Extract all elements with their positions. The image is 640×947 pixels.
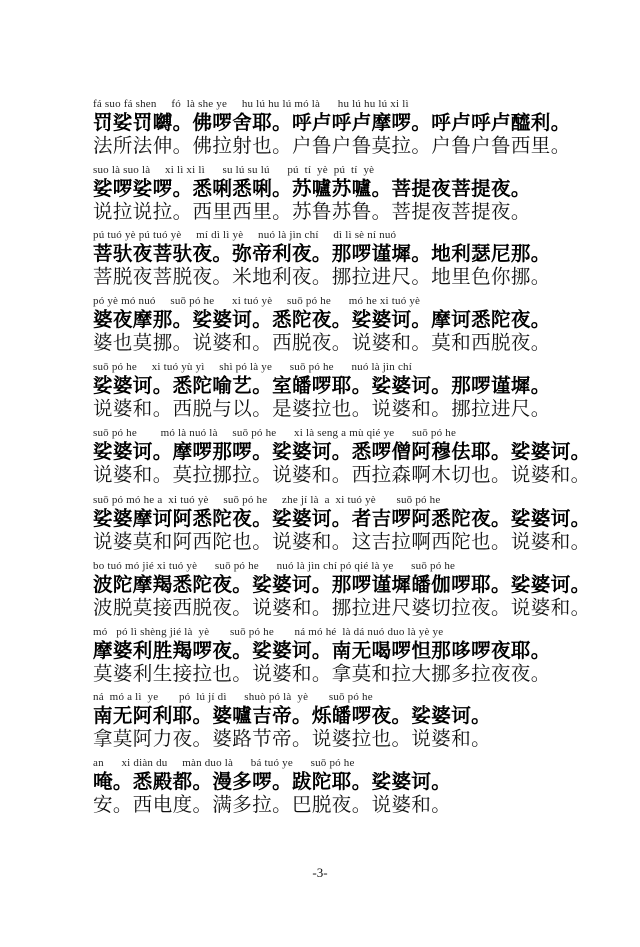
transliteration-line: 婆也莫挪。说婆和。西脱夜。说婆和。莫和西脱夜。 (93, 331, 551, 354)
chinese-verse-line: 娑啰娑啰。悉唎悉唎。苏嚧苏嚧。菩提夜菩提夜。 (93, 177, 531, 200)
pinyin-line: pó yè mó nuó suō pó he xi tuó yè suō pó he mó he xi tuó yè (93, 295, 421, 307)
transliteration-line: 说婆和。莫拉挪拉。说婆和。西拉森啊木切也。说婆和。 (93, 463, 591, 486)
pinyin-line: mó pó lì shèng jié là yè suō pó he ná mó hé là dá nuó duo là yè ye (93, 626, 444, 638)
chinese-verse-line: 娑婆诃。悉陀喻艺。室皤啰耶。娑婆诃。那啰谨墀。 (93, 374, 551, 397)
transliteration-line: 安。西电度。满多拉。巴脱夜。说婆和。 (93, 793, 452, 816)
pinyin-line: pú tuó yè pú tuó yè mí dì lì yè nuó là jìn chí dì lì sè ní nuó (93, 229, 397, 241)
pinyin-line: suō pó he mó là nuó là suō pó he xi là seng a mù qié ye suō pó he (93, 427, 457, 439)
verse-stanza (93, 493, 613, 553)
chinese-verse-line: 娑婆摩诃阿悉陀夜。娑婆诃。者吉啰阿悉陀夜。娑婆诃。 (93, 507, 591, 530)
chinese-verse-line: 波陀摩羯悉陀夜。娑婆诃。那啰谨墀皤伽啰耶。娑婆诃。 (93, 573, 591, 596)
pinyin-line: bo tuó mó jié xi tuó yè suō pó he nuó là jìn chí pó qié là ye suō pó he (93, 560, 456, 572)
pinyin-line: ná mó a lì ye pó lú jí dì shuò pó là yè suō pó he (93, 691, 373, 703)
verse-stanza (93, 625, 613, 685)
verse-stanza (93, 426, 613, 486)
verse-stanza (93, 228, 613, 288)
transliteration-line: 菩脱夜菩脱夜。米地利夜。挪拉进尺。地里色你挪。 (93, 265, 551, 288)
transliteration-line: 波脱莫接西脱夜。说婆和。挪拉进尺婆切拉夜。说婆和。 (93, 596, 591, 619)
transliteration-line: 说婆和。西脱与以。是婆拉也。说婆和。挪拉进尺。 (93, 397, 551, 420)
pinyin-line: suō pó mó he a xi tuó yè suō pó he zhe jí là a xi tuó yè suō pó he (93, 494, 441, 506)
chinese-verse-line: 娑婆诃。摩啰那啰。娑婆诃。悉啰僧阿穆佉耶。娑婆诃。 (93, 440, 591, 463)
transliteration-line: 说拉说拉。西里西里。苏鲁苏鲁。菩提夜菩提夜。 (93, 200, 531, 223)
verse-stanza (93, 97, 613, 157)
pinyin-line: an xi diàn du màn duo là bá tuó ye suō pó he (93, 757, 355, 769)
transliteration-line: 拿莫阿力夜。婆路节帝。说婆拉也。说婆和。 (93, 727, 492, 750)
chinese-verse-line: 唵。悉殿都。漫多啰。跋陀耶。娑婆诃。 (93, 770, 452, 793)
verse-stanza (93, 559, 613, 619)
transliteration-line: 莫婆利生接拉也。说婆和。拿莫和拉大挪多拉夜夜。 (93, 662, 551, 685)
pinyin-line: fá suo fá shen fó là she ye hu lú hu lú mó là hu lú hu lú xi lì (93, 98, 409, 110)
chinese-verse-line: 南无阿利耶。婆嚧吉帝。烁皤啰夜。娑婆诃。 (93, 704, 492, 727)
pinyin-line: suō pó he xi tuó yù yì shì pó là ye suō pó he nuó là jìn chí (93, 361, 412, 373)
chinese-verse-line: 摩婆利胜羯啰夜。娑婆诃。南无喝啰怛那哆啰夜耶。 (93, 639, 551, 662)
chinese-verse-line: 菩驮夜菩驮夜。弥帝利夜。那啰谨墀。地利瑟尼那。 (93, 242, 551, 265)
verse-stanza (93, 690, 613, 750)
pinyin-line: suo là suo là xi lì xi lì su lú su lú pú tí yè pú tí yè (93, 164, 375, 176)
transliteration-line: 说婆莫和阿西陀也。说婆和。这吉拉啊西陀也。说婆和。 (93, 530, 591, 553)
chinese-verse-line: 罚娑罚嚩。佛啰舍耶。呼卢呼卢摩啰。呼卢呼卢醯利。 (93, 111, 571, 134)
verse-stanza (93, 294, 613, 354)
verse-stanza (93, 163, 613, 223)
verse-stanza (93, 756, 613, 816)
transliteration-line: 法所法伸。佛拉射也。户鲁户鲁莫拉。户鲁户鲁西里。 (93, 134, 571, 157)
verse-stanza (93, 360, 613, 420)
page-number: -3- (312, 865, 328, 880)
chinese-verse-line: 婆夜摩那。娑婆诃。悉陀夜。娑婆诃。摩诃悉陀夜。 (93, 308, 551, 331)
